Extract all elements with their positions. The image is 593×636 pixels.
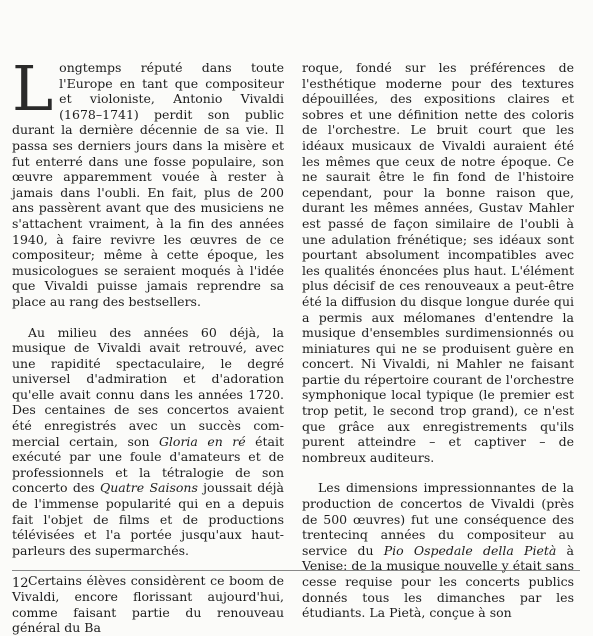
paragraph-baroque-text: roque, fondé sur les préférences de l'esthétique moderne pour des textures dépouillées, des expositions claires et sobres et une définition nette des coloris de l'orchestre. Le bruit court que les idéaux musicaux de Vivaldi auraient été les mêmes que ceux de notre époque. Ce ne saurait être le fin fond de l'histoire cependant, pour la bonne raison que, durant les mêmes années, Gustav Mahler est passé de façon similaire de l'oubli à une adulation frénétique; ses idéaux sont pourtant absolument incompatibles avec les qualités énoncées plus haut. L'élément plus décisif de ces renouveaux a peut-être été la diffusion du disque longue durée qui a permis aux mélomanes d'entendre la musique d'ensembles surdimensionnés ou miniatures qui ne se produisent guère en concert. Ni Vivaldi, ni Mahler ne faisant partie du répertoire courant de l'orchestre symphonique local typique (le premier est trop petit, le second trop grand), ce n'est que grâce aux enregistrements qu'ils purent atteindre – et captiver – de nombreux auditeurs.	[302, 60, 574, 465]
paragraph-boom	[12, 573, 284, 635]
paragraph-intro-text: ongtemps réputé dans toute l'Europe en tant que compositeur et violoniste, Antonio Vivaldi (1678–1741) perdit son public durant la dernière décennie de sa vie. Il passa ses derniers jours dans la misère et fut enterré dans une fosse populaire, son œuvre apparemment vouée à rester à jamais dans l'oubli. En fait, plus de 200 ans passèrent avant que des musiciens ne s'attachent vraiment, à la fin des années 1940, à faire revivre les œuvres de ce compositeur; même à cette époque, les musicologues se seraient moqués à l'idée que Vivaldi puisse jamais reprendre sa place au rang des bestsellers.	[12, 60, 284, 309]
paragraph-boom-text: Certains élèves considèrent ce boom de Vivaldi, encore florissant aujourd'hui, comme faisant partie du renouveau général du Ba	[12, 573, 284, 636]
right-column	[302, 60, 574, 621]
paragraph-dimensions-part-a: Les dimensions impressionnantes de la production de concertos de Vivaldi (près de 500 œuvres) fut une conséquence des trentecinq années du compositeur au service du	[302, 480, 574, 558]
institution-name-pieta: Pio Ospedale della Pietà	[383, 542, 557, 558]
left-column	[12, 52, 284, 636]
paragraph-sixties	[12, 325, 284, 559]
paragraph-baroque	[302, 60, 574, 465]
paragraph-dimensions-part-b: à Venise: de la musique nouvelle y était sans cesse requise pour les concerts publics donnés tous les dimanches par les étudiants. La Pietà, conçue à son	[302, 542, 574, 621]
footer-divider	[12, 570, 580, 571]
drop-cap: L	[12, 52, 54, 125]
paragraph-sixties-part-c: joussait déjà de l'immense popularité qui en a depuis fait l'objet de films et de productions télévisées et l'a portée jusqu'aux haut-parleurs des supermarchés.	[12, 480, 284, 558]
paragraph-intro	[12, 52, 284, 310]
work-title-gloria: Gloria en ré	[158, 433, 246, 449]
work-title-quatre-saisons: Quatre Saisons	[99, 480, 198, 496]
paragraph-sixties-part-b: était exécuté par une foule d'amateurs et de professionnels et la tétralogie de son concerto des	[12, 433, 284, 496]
page-number: 12	[12, 576, 29, 591]
paragraph-sixties-part-a: Au milieu des années 60 déjà, la musique de Vivaldi avait retrouvé, avec une rapidité spectaculaire, le degré universel d'admiration et d'adoration qu'elle avait connu dans les années 1720. Des centaines de ses concertos avaient été enregistrés avec un succès commercial certain, son	[12, 324, 284, 449]
